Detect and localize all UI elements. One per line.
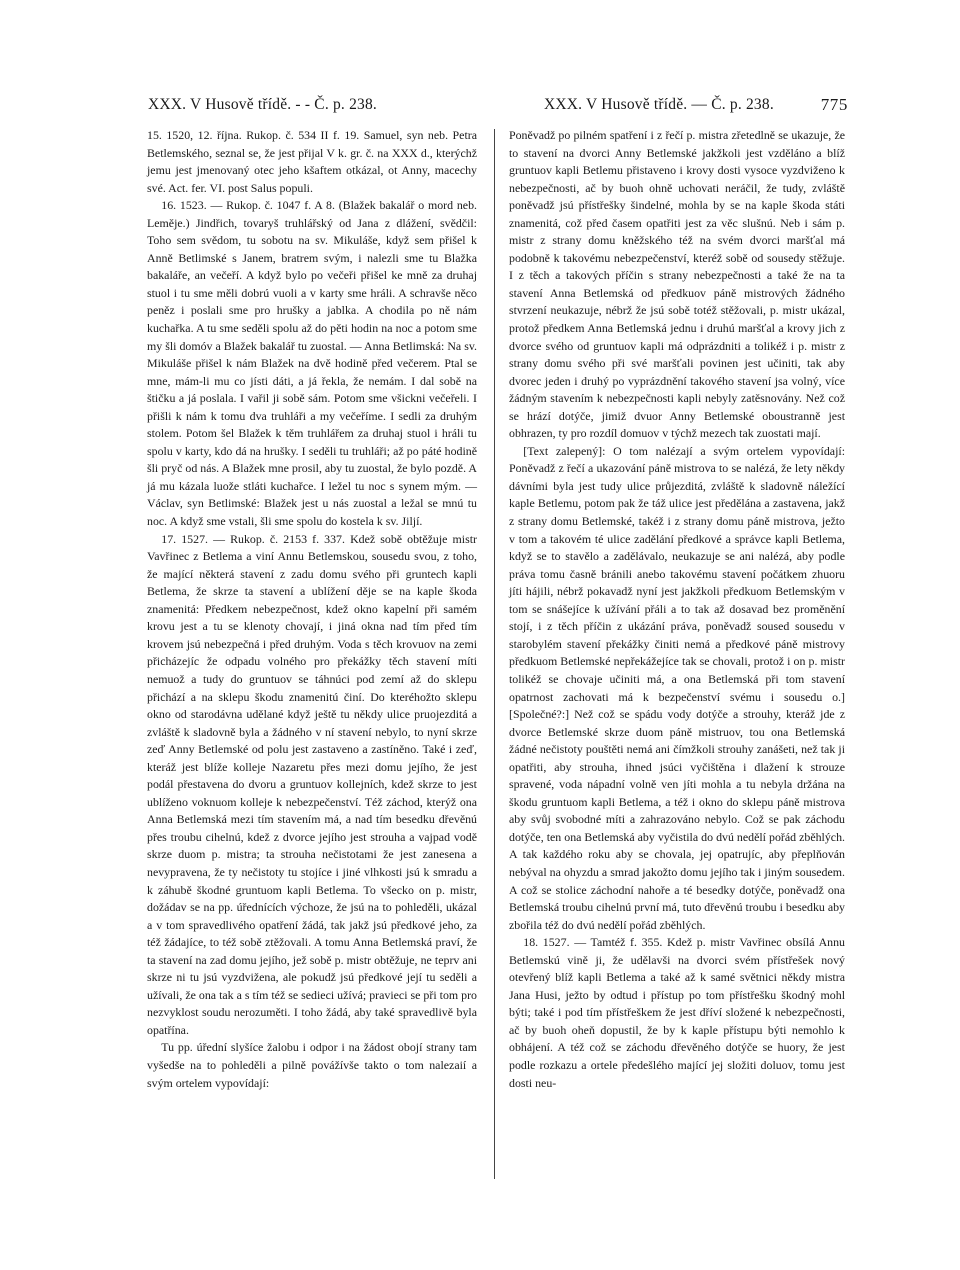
- paragraph-verdict: Poněvadž po pilném spatření i z řečí p. mistra zřetedlně se ukazuje, že to stavení na dvorci Anny Betlemské jakžkoli jest vzděláno a blíž gruntuov kapli Betlemu přistaveno i krovy dosti vysoce vyzdviženo k nebezpečnosti, ač by buoh ohně uchovati neráčil, že tudy, zvláště poněvadž jsú přístřešky šindelné, mohla by se na kaple škoda státi znamenitá, což před časem opatřiti jest za věc slušnú. Neb i sám p. mistr z strany domu kněžského též na svém dvorci maršťal má podobně k takovému nebezpečenství, kteréž sobě od sousedy stěžuje. I z těch a takových příčin s strany nebezpečnosti a také že na ta stavení Anna Betlemská od předkuov páně mistrových žádného stvrzení neukazuje, nébrž že jsú sobě totéž stěžovali, p. mistr ukázal, protož předkem Anna Betlemská jednu i druhú maršťal a krovy jich z dvorce svého od gruntuov kapli má odprázdniti a tolikéž i p. mistr z strany domu svého při své maršťali povinen jest učiniti, tak aby dvorec jeden i druhý po vyprázdnění takového stavení jsa volný, více žádným stavením k nebezpečnosti kapli nebyly zatěsnovány. Než což se hrází dotýče, jimiž dvuor Anny Betlemské oboustranně jest obhrazen, ty pro rozdíl domuov v týchž mezech tak zuostati mají.: [509, 128, 845, 441]
- page-number: 775: [820, 95, 848, 114]
- paragraph-entry-15: 15. 1520, 12. října. Rukop. č. 534 II f. 19. Samuel, syn neb. Petra Betlemského, seznal se, že jest přijal V k. gr. č. na XXX d., kterýchž jemu jest jmenovaný otec jeho kšaftem otkázal, ot Anny, macechy své. Act. fer. VI. post Salus populi.: [147, 128, 477, 195]
- column-divider: [494, 129, 495, 1179]
- paragraph-sealed-text: [Text zalepený]: O tom nalézají a svým ortelem vypovídají: Poněvadž z řečí a ukazování páně mistrova to se nalézá, že lety někdy dávními byla jest tudy ulice průjezditá, zvláště k sladovně náležící kaple Betlemu, potom pak že táž ulice jest předělána a zastavena, jakž z strany domu Betlemské, takéž i z strany domu páně mistrova, ježto v tom a takovém té ulice zadělání předkové a správce kapli Betlema, když se to stavělo a zadělávalo, neukazuje se ani nalézá, aby podle práva tomu časně bránili anebo takovému stavení počátkem zhuoru jíti hájili, nébrž pokavadž nyní jest jakžkoli předkuom Betlemským v tom se snášejíce k užívání přáli a to tak až dosavad bez proměnění stojí, i z těch příčin z ukázání práva, poněvadž soused sousedu v starobylém stavení překážky činiti nemá a předkové páně mistrovy předkuom Betlemské nepřekážejíce tak se chovali, protož i on p. mistr tolikéž se chovaje učiniti má, a ona Betlemská při tom stavení opatrnost zachovati má k bezpečenství svému i sousedu o.] [Společné?:] Než což se spádu vody dotýče a strouhy, kteráž jde z dvorce Betlemské skrze duom páně mistruov, tou ona Betlemská žádné nečistoty pouštěti nemá ani čímžkoli strouhy zanášeti, než tak ji opatřiti, aby strouha, ihned jsúci vyčištěna i dlažení k strouze spravené, voda nápadní volně ven jíti mohla a tu nebyla držána na škodu gruntuom kapli Betlema, a též i okno do sklepu páně mistrova aby svůj svobodné míti a zahrazováno nebylo. Což se pak záchodu dotýče, ten ona Betlemská aby vyčistila do dvú nedělí pořád zběhlých. A tak každého roku aby se chovala, jej opatrujíc, aby přeplňován nebýval na ohyzdu a smrad jakožto domu jejího tak i jiným sousedem. A což se stolice záchodní nahoře a té besedky dotýče, poněvadž ona Betlemská troubu cihelnú první má, tuto dřevěnú troubu i besedku aby zbořila též do dvú nedělí pořád zběhlých.: [509, 443, 845, 932]
- running-title-left: XXX. V Husově třídě. - - Č. p. 238.: [148, 96, 378, 113]
- paragraph-verdict-intro: Tu pp. úřední slyšíce žalobu i odpor i na žádost obojí strany tam vyšedše na to pohleděli a pilně povážívše takto o tom nalezaií a svým ortelem vypovídají:: [147, 1040, 477, 1090]
- running-header: [148, 96, 848, 118]
- paragraph-entry-18: 18. 1527. — Tamtéž f. 355. Kdež p. mistr Vavřinec obsílá Annu Betlemskú vině ji, že udělavši na dvorci svém přístřešek nový otevřený blíž kapli Betlema a také až k samé světnici někdy mistra Jana Husi, ježto by odtud i přístup po tom přístřešku škodný mohl býti; také i pod tím přístřeškem že jest dříví složené k nebezpečnosti, ač by buoh oheň dopustil, že by k kaple přístupu býti nemohlo k obhájení. A též což se záchodu dřevěného dotýče se huory, že jest podle rozkazu a ortele předešlého mající jej složiti doluov, tomu jest dosti neu-: [509, 935, 845, 1090]
- right-text-column: [509, 127, 845, 1092]
- running-title-right: XXX. V Husově třídě. — Č. p. 238.: [544, 96, 774, 113]
- paragraph-entry-16: 16. 1523. — Rukop. č. 1047 f. A 8. (Blažek bakalář o mord neb. Leměje.) Jindřich, tovaryš truhlářský od Jana z dlážení, svědčil: Toho sem svědom, tu sobotu na sv. Mikuláše, když sem přišel k Anně Betlimské s Janem, bratrem svým, i nalezli sme tu Blažka bakaláře, an večeří. A když bylo po večeři přišel ke mně za druhaj stuol i tu sme měli dobrú vuoli a v karty sme hráli. A schravše něco peněz i poslali sme pro hrušky a jablka. A chodila po ně nám kuchařka. A tu sme seděli spolu až do pěti hodin na noc a potom sme my šli domóv a Blažek bakalář tu zuostal. — Anna Betlimská: Na sv. Mikuláše přišel k nám Blažek na dvě hodině před večerem. Ptal se mne, mám-li mu co jísti dáti, a já řekla, že nemám. I dal sobě na štičku a já poslala. I vařil ji sobě sám. Potom sme všickni večeřeli. I přišli k nám k tomu dva truhláři a my večeříme. I sedli za druhým stolem. Potom šel Blažek k těm truhlářem za druhaj stuol i hráli tu spolu v karty, kdo dá na hrušky. I seděli tu truhláři; až po páté hodině šli pryč od nás. A Blažek mne prosil, aby tu zuostal, že bylo pozdě. A já mu kázala luože stláti kuchařce. I ležel tu noc s synem mým. — Václav, syn Betlimské: Blažek jest u nás zuostal a ležal se mnú tu noc. A když sme vstali, šli sme spolu do kostela k sv. Jiljí.: [147, 198, 477, 529]
- paragraph-entry-17: 17. 1527. — Rukop. č. 2153 f. 337. Kdež sobě obtěžuje mistr Vavřinec z Betlema a viní Annu Betlemskou, sousedu svou, z toho, že mající některá stavení z zadu domu svého při gruntech kapli Betlema, že skrze ta stavení a ublížení děje se na kaple škoda znamenitá: Předkem nebezpečnost, kdež okno kapelní při samém krovu jest a tu se klenoty chovají, i jiná okna nad tím před tím krovem jsú nebezpečná i před druhým. Voda s těch krovuov na zemi přicházejíc že odpadu volného pro překážky těch stavení míti nemuož a tudy do gruntuov se táhnúci pod zemí až do sklepu přichází a na sklepu škodu znamenitú činí. Do kteréhožto sklepu okno od starodávna udělané když ještě tu někdy ulice pruojezditá a zvláště k sladovně byla a žádného v ní stavení nebylo, to nyní skrze zeď Anny Betlemské od polu jest zastaveno a zastíněno. Také i zeď, kteráž jest blíže kolleje Nazaretu přes mezi domu jejího, že jest podál přestavena do dvoru a gruntuov kollejních, kdež skrze to jest ublíženo voknuom kolleje k nebezpečenství. Též záchod, kterýž ona Anna Betlemská mezi tím stavením má, a nad tím besedku dřevěnú přes troubu cihelnú, kdež z dvorce jejího jest strouha a vajpad vodě skrze duom p. mistra; ta strouha nečistotami že jest zanesena a nevypravena, že ty nečistoty tu stojíce i jiné vlhkosti jsú k smradu a k záhubě škodné gruntuom kapli Betlema. To všecko on p. mistr, dožádav se na pp. úřednících výchoze, že jsú na to pohleděli, ukázal a v tom spravedlivého opatření žádá, tak jakž jsú předkové jeho, za též žádajíce, to též sobě ztěžovali. A tomu Anna Betlemská praví, že ta stavení na zad domu jejího, jež sobě p. mistr obtěžuje, ne teprv ani skrze ni tu jsú vyzdvižena, ale pokudž jsú předkové její tu seděli a užívali, že ona tak a s tím též se sedieci užívá; pravieci se při tom pro nezvyklost soudu nerozuměti. I toho žádá, aby také spravedlivě byla opatřína.: [147, 531, 477, 1037]
- left-text-column: [147, 127, 477, 1092]
